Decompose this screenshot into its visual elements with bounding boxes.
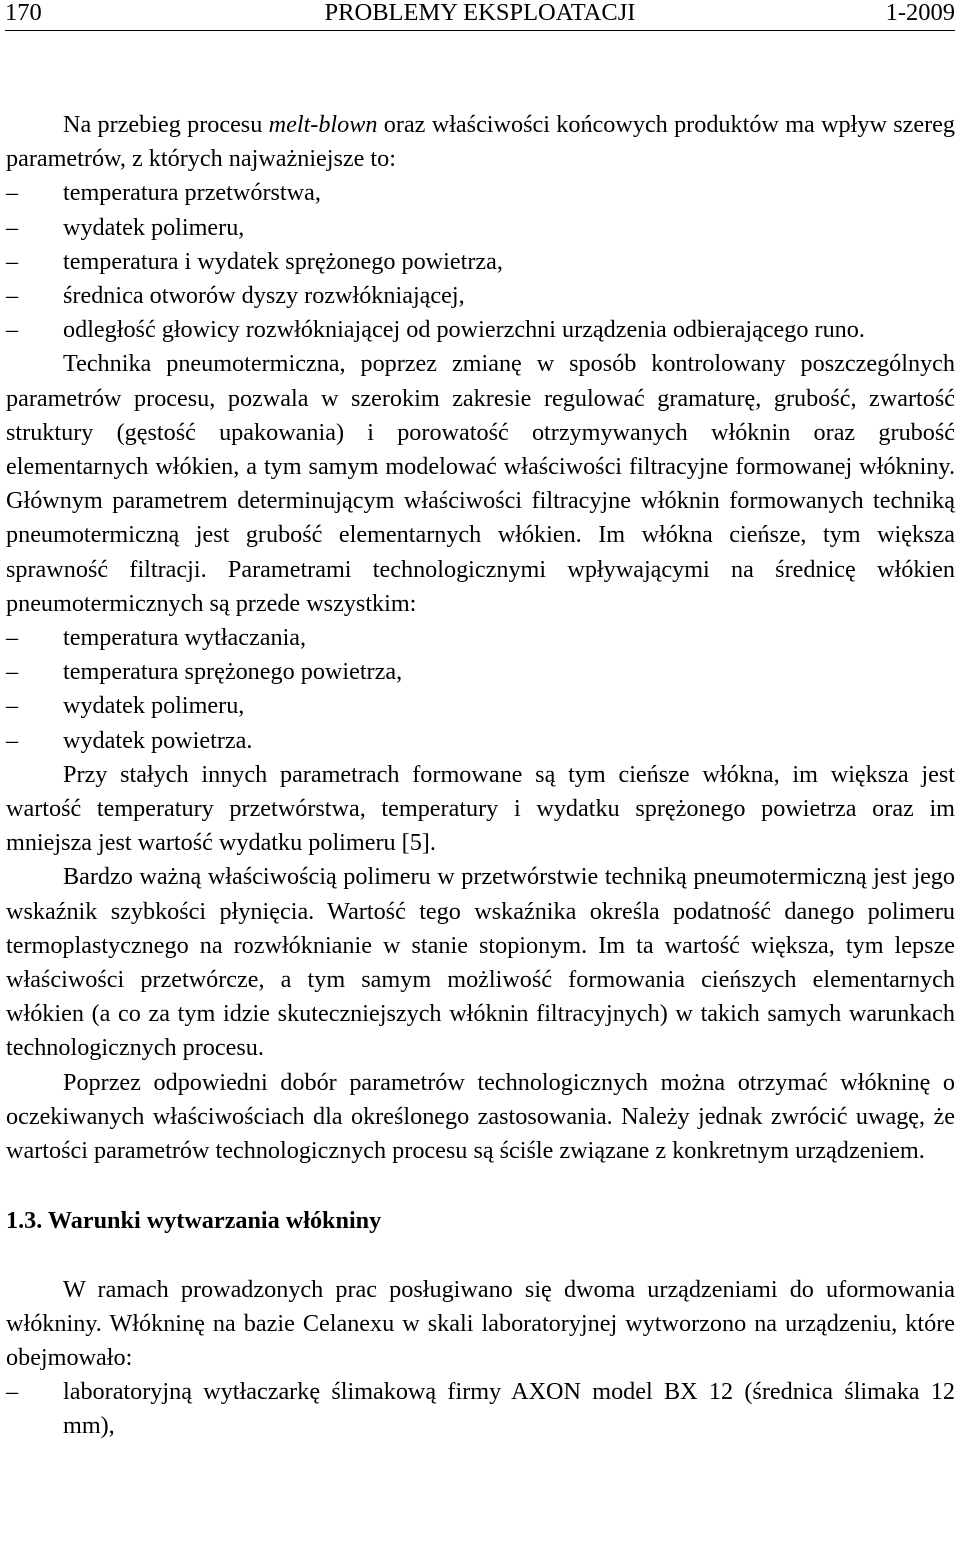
- list-dash: –: [6, 316, 19, 344]
- spacer: [6, 1239, 955, 1273]
- list-dash: –: [6, 1378, 19, 1406]
- list-item-text: temperatura wytłaczania,: [63, 624, 307, 652]
- list-dash: –: [6, 624, 19, 652]
- list-dash: –: [6, 213, 19, 241]
- list-item-text: laboratoryjną wytłaczarkę ślimakową firmy AXON model BX 12 (średnica ślimaka 12 mm),: [63, 1378, 955, 1440]
- technological-parameter-list: [6, 621, 955, 758]
- paragraph-fiber-thickness: Przy stałych innych parametrach formowane są tym cieńsze włókna, im większa jest wartość temperatury przetwórstwa, temperatury i wydatku sprężonego powietrza oraz im mniejsza jest wartość wydatku polimeru [5].: [6, 760, 955, 857]
- paragraph-devices: W ramach prowadzonych prac posługiwano się dwoma urządzeniami do uformowania włókniny. Włókninę na bazie Celanexu w skali laboratoryjnej wytworzono na urządzeniu, które obejmowało:: [6, 1275, 955, 1371]
- list-item-text: średnica otworów dyszy rozwłókniającej,: [63, 282, 465, 310]
- spacer: [6, 1168, 955, 1204]
- intro-text-start: Na przebieg procesu: [63, 111, 269, 138]
- list-item: [6, 279, 955, 313]
- list-item-text: temperatura i wydatek sprężonego powietrza,: [63, 247, 503, 275]
- section-number: 1.3.: [6, 1207, 43, 1235]
- paragraph-technique: Technika pneumotermiczna, poprzez zmianę w sposób kontrolowany poszczególnych parametrów procesu, pozwala w szerokim zakresie regulować gramaturę, grubość, zwartość struktury (gęstość upakowania) i porowatość otrzymywanych włóknin oraz grubość elementarnych włókien, a tym samym modelować właściwości filtracyjne formowanej włókniny. Głównym parametrem determinującym właściwości filtracyjne włóknin formowanych techniką pneumotermiczną jest grubość elementarnych włókien. Im włókna cieńsze, tym większa sprawność filtracji. Parametrami technologicznymi wpływającymi na średnicę włókien pneumotermicznych są przede wszystkim:: [6, 350, 955, 617]
- section-heading: [6, 1204, 955, 1238]
- list-item-text: temperatura przetwórstwa,: [63, 179, 321, 207]
- list-item-text: wydatek powietrza.: [63, 726, 253, 754]
- list-item: [6, 689, 955, 723]
- page-number: 170: [5, 0, 42, 26]
- list-dash: –: [6, 692, 19, 720]
- paragraph-melt-flow-index: Bardzo ważną właściwością polimeru w przetwórstwie techniką pneumotermiczną jest jego wskaźnik szybkości płynięcia. Wartość tego wskaźnika określa podatność danego polimeru termoplastycznego na rozwłóknianie w stanie stopionym. Im ta wartość większa, tym lepsze właściwości przetwórcze, a tym samym możliwość formowania cieńszych elementarnych włókien (a co za tym idzie skuteczniejszych włóknin filtracyjnych) w takich samych warunkach technologicznych procesu.: [6, 863, 955, 1062]
- list-dash: –: [6, 726, 19, 754]
- list-item-text: temperatura sprężonego powietrza,: [63, 658, 403, 686]
- list-item: [6, 1375, 955, 1443]
- list-item: [6, 655, 955, 689]
- running-header: [5, 0, 955, 31]
- intro-paragraph: [6, 108, 955, 176]
- list-item: [6, 313, 955, 347]
- section-title: Warunki wytwarzania włókniny: [47, 1207, 382, 1235]
- list-item-text: odległość głowicy rozwłókniającej od powierzchni urządzenia odbierającego runo.: [63, 316, 865, 344]
- list-item: [6, 621, 955, 655]
- parameter-list: [6, 176, 955, 347]
- journal-title: PROBLEMY EKSPLOATACJI: [324, 0, 636, 26]
- paragraph-parameter-selection: Poprzez odpowiedni dobór parametrów technologicznych można otrzymać włókninę o oczekiwanych właściwościach dla określonego zastosowania. Należy jednak zwrócić uwagę, że wartości parametrów technologicznych procesu są ściśle związane z konkretnym urządzeniem.: [6, 1068, 955, 1165]
- list-dash: –: [6, 179, 19, 207]
- list-item-text: wydatek polimeru,: [63, 692, 245, 720]
- device-list: [6, 1375, 955, 1443]
- issue-number: 1-2009: [885, 0, 955, 26]
- list-item: [6, 211, 955, 245]
- list-item-text: wydatek polimeru,: [63, 213, 245, 241]
- list-item: [6, 724, 955, 758]
- list-item: [6, 245, 955, 279]
- list-dash: –: [6, 282, 19, 310]
- intro-text-end: oraz właściwości końcowych produktów ma wpływ szereg parametrów, z których najważniejsze to:: [6, 111, 955, 173]
- article-body: [6, 108, 955, 1444]
- list-dash: –: [6, 247, 19, 275]
- list-item: [6, 176, 955, 210]
- list-dash: –: [6, 658, 19, 686]
- intro-emphasis: melt-blown: [268, 111, 378, 138]
